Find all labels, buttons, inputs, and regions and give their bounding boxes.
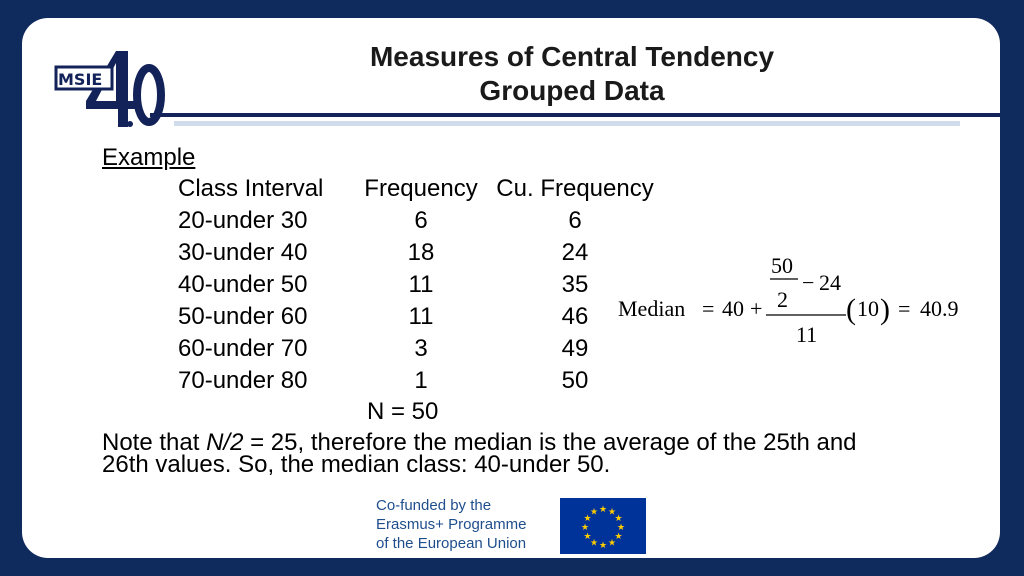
cell-frequency: 11 xyxy=(408,271,434,298)
svg-text:★: ★ xyxy=(598,505,608,515)
header-frequency: Frequency xyxy=(364,175,478,202)
median-formula xyxy=(618,252,978,352)
cell-interval: 20-under 30 xyxy=(178,207,308,234)
example-label-wrap xyxy=(102,142,195,174)
formula-minus: − xyxy=(802,270,815,295)
note-eq: = xyxy=(243,429,271,456)
svg-text:★: ★ xyxy=(607,538,617,549)
title-divider-shadow xyxy=(174,121,960,126)
table-row xyxy=(178,205,664,237)
cell-frequency: 11 xyxy=(408,303,434,330)
cell-cu-frequency: 46 xyxy=(561,303,589,330)
frequency-table xyxy=(178,173,664,397)
note-line2: 26th values. So, the median class: 40-under 50. xyxy=(102,451,611,478)
svg-text:MSIE: MSIE xyxy=(58,70,103,89)
formula-left-paren: ( xyxy=(846,293,856,326)
formula-right-paren: ) xyxy=(880,293,890,326)
msie-logo xyxy=(52,45,172,135)
cell-interval: 50-under 60 xyxy=(178,303,308,330)
table-row xyxy=(178,365,664,397)
cell-frequency: 6 xyxy=(414,207,428,234)
cell-frequency: 3 xyxy=(414,335,428,362)
formula-eq: = xyxy=(702,296,715,321)
formula-label: Median xyxy=(618,296,686,321)
eu-flag-icon xyxy=(560,498,646,554)
page-title xyxy=(272,40,872,108)
header-class-interval: Class Interval xyxy=(178,175,324,202)
cell-cu-frequency: 49 xyxy=(561,335,589,362)
slide xyxy=(22,18,1000,558)
table-row xyxy=(178,333,664,365)
svg-text:★: ★ xyxy=(607,507,617,518)
svg-text:★: ★ xyxy=(614,532,623,542)
cell-frequency: 18 xyxy=(407,239,435,266)
note-prefix: Note that xyxy=(102,429,207,456)
formula-num-div: 2 xyxy=(777,287,788,312)
formula-minus-term: 24 xyxy=(819,270,841,295)
cell-cu-frequency: 6 xyxy=(568,207,582,234)
cell-interval: 60-under 70 xyxy=(178,335,308,362)
funding-line1: Co-funded by the xyxy=(376,497,492,514)
funding-line2: Erasmus+ Programme xyxy=(376,516,527,533)
table-row xyxy=(178,269,664,301)
cell-cu-frequency: 35 xyxy=(561,271,589,298)
formula-multiplier: 10 xyxy=(857,296,879,321)
cell-interval: 30-under 40 xyxy=(178,239,308,266)
svg-text:★: ★ xyxy=(580,523,590,533)
formula-base: 40 xyxy=(722,296,744,321)
table-row xyxy=(178,301,664,333)
cell-frequency: 1 xyxy=(414,367,428,394)
svg-text:★: ★ xyxy=(583,532,592,542)
formula-plus: + xyxy=(750,296,763,321)
formula-num-top: 50 xyxy=(771,253,793,278)
title-line1: Measures of Central Tendency xyxy=(369,41,775,72)
svg-text:★: ★ xyxy=(598,541,608,551)
note-n2: N/2 xyxy=(206,429,244,456)
formula-denominator: 11 xyxy=(796,322,818,347)
funding-notice xyxy=(362,490,670,558)
svg-text:★: ★ xyxy=(616,523,626,533)
funding-text xyxy=(376,496,526,553)
note-rest: 25, therefore the median is the average of the 25th and xyxy=(270,429,857,456)
example-label: Example xyxy=(102,144,196,171)
cell-interval: 40-under 50 xyxy=(178,271,308,298)
total-count: N = 50 xyxy=(367,398,439,425)
formula-result-eq: = xyxy=(898,296,911,321)
funding-line3: of the European Union xyxy=(376,535,527,552)
header-cu-frequency: Cu. Frequency xyxy=(496,175,654,202)
cell-cu-frequency: 24 xyxy=(561,239,589,266)
cell-cu-frequency: 50 xyxy=(561,367,589,394)
note-text xyxy=(102,429,962,478)
title-divider xyxy=(150,113,1000,117)
table-header-row xyxy=(178,173,664,205)
title-line2: Grouped Data xyxy=(479,75,665,106)
svg-text:★: ★ xyxy=(583,514,592,524)
formula-result: 40.9 xyxy=(920,296,959,321)
svg-text:★: ★ xyxy=(589,538,599,549)
svg-text:★: ★ xyxy=(614,514,623,524)
table-row xyxy=(178,237,664,269)
svg-text:★: ★ xyxy=(589,507,599,518)
cell-interval: 70-under 80 xyxy=(178,367,308,394)
